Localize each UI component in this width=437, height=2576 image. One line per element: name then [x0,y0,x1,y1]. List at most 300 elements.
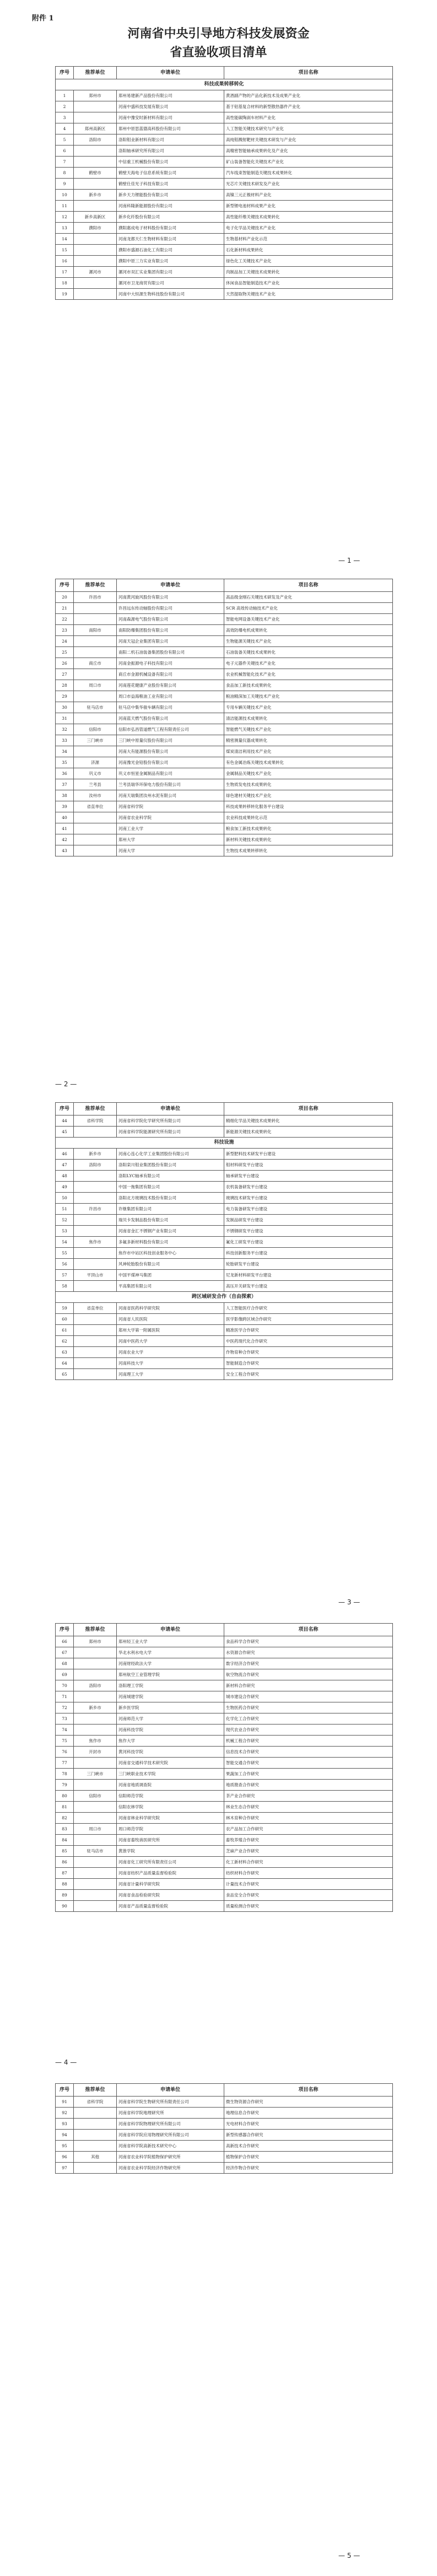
cell-no: 46 [56,1149,74,1160]
cell-project: 绿色建材关键技术产业化 [224,790,393,801]
table-row [56,592,393,603]
cell-no: 8 [56,168,74,179]
cell-applicant: 河南金振源电子科技有限公司 [117,658,224,669]
cell-no: 33 [56,735,74,746]
doc-title-line2: 省直验收项目清单 [170,45,267,60]
cell-applicant: 河南财经政法大学 [117,1658,224,1669]
cell-applicant: 焦作大学 [117,1736,224,1747]
table-row [56,713,393,724]
cell-no: 72 [56,1702,74,1713]
attachment-label: 附件 1 [32,14,54,23]
table-row [56,1204,393,1215]
cell-applicant: 信阳师范学院 [117,1791,224,1802]
cell-recommender: 周口市 [74,680,117,691]
cell-no: 82 [56,1813,74,1824]
cell-applicant: 周口师范学院 [117,1824,224,1835]
cell-recommender: 济源 [74,757,117,768]
cell-applicant: 河南省农业科学院经济作物研究所 [117,2163,224,2174]
cell-no: 52 [56,1215,74,1226]
cell-project: 食品安全合作研究 [224,1890,393,1901]
table-row [56,1758,393,1769]
header-applicant: 申请单位 [117,579,224,592]
cell-no: 39 [56,801,74,812]
cell-project: 钼材料研发平台建设 [224,1160,393,1171]
cell-no: 94 [56,2130,74,2141]
cell-project: 茶产业合作研究 [224,1791,393,1802]
table-row [56,223,393,234]
cell-applicant: 南阳防爆集团股份有限公司 [117,625,224,636]
cell-no: 68 [56,1658,74,1669]
cell-project: 矿山装备智能化关键技术产业化 [224,157,393,168]
cell-applicant: 郑州大学 [117,834,224,845]
cell-recommender: 周口市 [74,1824,117,1835]
table-row [56,1890,393,1901]
cell-project: 精准医学合作研究 [224,1325,393,1336]
table-row [56,123,393,134]
cell-recommender [74,1325,117,1336]
cell-no: 88 [56,1879,74,1890]
header-applicant: 申请单位 [117,2084,224,2097]
cell-project: 芝麻产业合作研究 [224,1846,393,1857]
cell-recommender [74,1857,117,1868]
cell-applicant: 河南城建学院 [117,1691,224,1702]
header-project: 项目名称 [224,579,393,592]
cell-no: 71 [56,1691,74,1702]
cell-no: 43 [56,845,74,856]
table-row [56,1868,393,1879]
cell-no: 53 [56,1226,74,1237]
cell-project: 肉制品加工关键技术成果转化 [224,267,393,278]
section-row [56,79,393,90]
cell-applicant: 郑州大学第一附属医院 [117,1325,224,1336]
cell-project: 质量检测合作研究 [224,1901,393,1912]
table-row [56,2130,393,2141]
cell-project: 人工智能关键技术研究与产业化 [224,123,393,134]
cell-no: 15 [56,245,74,256]
cell-recommender [74,1647,117,1658]
cell-recommender [74,2119,117,2130]
cell-project: 石化新材料成果转化 [224,245,393,256]
table-row [56,603,393,614]
table-row [56,2119,393,2130]
cell-project: 尼龙新材料研发平台建设 [224,1270,393,1281]
cell-no: 4 [56,123,74,134]
cell-project: 林木育种合作研究 [224,1813,393,1824]
table-row [56,1636,393,1647]
cell-no: 1 [56,90,74,101]
cell-project: 新型锂电池材料成果产业化 [224,201,393,212]
cell-recommender [74,256,117,267]
cell-applicant: 河南科技学院 [117,1724,224,1736]
table-row [56,1879,393,1890]
table-row [56,1215,393,1226]
cell-applicant: 河南师范大学 [117,1713,224,1724]
cell-recommender [74,1835,117,1846]
cell-applicant: 河南龙都天仁生物材料有限公司 [117,234,224,245]
cell-recommender [74,289,117,300]
cell-project: 高精密智能轴承成果转化及产业化 [224,145,393,157]
cell-recommender [74,278,117,289]
cell-project: 生物医药合作研究 [224,1702,393,1713]
cell-project: 黄酒副产物的产品化新技术及成果产业化 [224,90,393,101]
table-row [56,1835,393,1846]
table-row [56,680,393,691]
header-project: 项目名称 [224,1103,393,1115]
cell-applicant: 焦作市中站区科技创业服务中心 [117,1248,224,1259]
header-no: 序号 [56,67,74,79]
table-row [56,669,393,680]
cell-applicant: 洛阳北方玻璃技术股份有限公司 [117,1193,224,1204]
table-row [56,757,393,768]
cell-no: 63 [56,1347,74,1358]
cell-project: 经济作物合作研究 [224,2163,393,2174]
cell-no: 22 [56,614,74,625]
cell-project: 果蔬加工合作研究 [224,1769,393,1780]
cell-recommender [74,1336,117,1347]
table-row [56,1358,393,1369]
table-row [56,179,393,190]
cell-recommender [74,1813,117,1824]
cell-no: 54 [56,1237,74,1248]
cell-no: 66 [56,1636,74,1647]
cell-project: 微生物资源合作研究 [224,2097,393,2108]
cell-recommender: 许昌市 [74,1204,117,1215]
cell-applicant: 河南天瑞集团汝州水泥有限公司 [117,790,224,801]
cell-recommender [74,1868,117,1879]
cell-recommender [74,1758,117,1769]
cell-recommender [74,1248,117,1259]
cell-applicant: 河南中大恒源生物科技股份有限公司 [117,289,224,300]
cell-no: 26 [56,658,74,669]
table-row [56,256,393,267]
cell-applicant: 河南省地质调查院 [117,1780,224,1791]
cell-project: 高新技术合作研究 [224,2141,393,2152]
table-row [56,245,393,256]
cell-project: 轴承研发平台建设 [224,1171,393,1182]
table-row [56,1724,393,1736]
table-row [56,768,393,779]
header-recommender: 推荐单位 [74,1624,117,1636]
cell-recommender: 鹤壁市 [74,168,117,179]
cell-no: 20 [56,592,74,603]
cell-project: 专用车辆关键技术产业化 [224,702,393,713]
cell-applicant: 河南中盛科技发展有限公司 [117,101,224,112]
cell-applicant: 河南省畜牧兽医研究所 [117,1835,224,1846]
cell-recommender [74,1691,117,1702]
cell-recommender [74,1127,117,1138]
cell-project: 煤炭清洁利用技术产业化 [224,746,393,757]
cell-recommender [74,823,117,834]
doc-title-line1: 河南省中央引导地方科技发展资金 [127,26,310,41]
cell-no: 79 [56,1780,74,1791]
page-number: — 1 — [338,557,360,564]
header-project: 项目名称 [224,67,393,79]
cell-no: 44 [56,1115,74,1127]
cell-no: 84 [56,1835,74,1846]
cell-recommender: 郑州市 [74,1636,117,1647]
cell-no: 14 [56,234,74,245]
cell-recommender [74,1802,117,1813]
cell-recommender: 信阳市 [74,724,117,735]
header-recommender: 推荐单位 [74,579,117,592]
cell-no: 77 [56,1758,74,1769]
cell-applicant: 河南省金汇不锈钢产业有限公司 [117,1226,224,1237]
cell-applicant: 河南农业大学 [117,1347,224,1358]
cell-project: 天然提取物关键技术产业化 [224,289,393,300]
cell-no: 7 [56,157,74,168]
cell-no: 78 [56,1769,74,1780]
cell-applicant: 三门峡职业技术学院 [117,1769,224,1780]
cell-no: 9 [56,179,74,190]
cell-no: 16 [56,256,74,267]
cell-recommender: 省科学院 [74,1115,117,1127]
cell-applicant: 河南森源电气股份有限公司 [117,614,224,625]
table-row [56,2163,393,2174]
table-row [56,1347,393,1358]
cell-no: 93 [56,2119,74,2130]
cell-recommender: 汝州市 [74,790,117,801]
cell-no: 91 [56,2097,74,2108]
cell-applicant: 河南省医药科学研究院 [117,1303,224,1314]
cell-applicant: 河南科技大学 [117,1358,224,1369]
cell-no: 55 [56,1248,74,1259]
cell-no: 28 [56,680,74,691]
cell-applicant: 河南科隆新能源股份有限公司 [117,201,224,212]
cell-project: 信息技术合作研究 [224,1747,393,1758]
cell-recommender [74,614,117,625]
project-table-page3 [55,1102,393,1380]
cell-no: 41 [56,823,74,834]
cell-no: 48 [56,1171,74,1182]
cell-project: 新材料关键技术成果转化 [224,834,393,845]
cell-no: 35 [56,757,74,768]
cell-applicant: 河南蓝天燃气股份有限公司 [117,713,224,724]
cell-applicant: 郑州轻工业大学 [117,1636,224,1647]
table-row [56,201,393,212]
cell-recommender [74,1901,117,1912]
table-row [56,1182,393,1193]
cell-project: 电子元器件关键技术产业化 [224,658,393,669]
cell-applicant: 风神轮胎股份有限公司 [117,1259,224,1270]
cell-recommender [74,603,117,614]
cell-no: 18 [56,278,74,289]
cell-recommender [74,1314,117,1325]
cell-recommender: 濮阳市 [74,223,117,234]
cell-applicant: 新乡医学院 [117,1702,224,1713]
cell-applicant: 许昌远东传动轴股份有限公司 [117,603,224,614]
cell-no: 62 [56,1336,74,1347]
cell-applicant: 河南中豫安时新材料有限公司 [117,112,224,123]
cell-recommender: 焦作市 [74,1237,117,1248]
cell-recommender [74,201,117,212]
table-header-row [56,67,393,79]
cell-applicant: 河南理工大学 [117,1369,224,1380]
cell-no: 74 [56,1724,74,1736]
cell-project: 高压开关研发平台建设 [224,1281,393,1292]
table-row [56,1193,393,1204]
project-table-page5 [55,2083,393,2174]
cell-applicant: 华北水利水电大学 [117,1647,224,1658]
cell-recommender: 郑州市 [74,90,117,101]
table-row [56,812,393,823]
cell-project: 农业科技成果转化示范 [224,812,393,823]
cell-project: 精细化学品关键技术成果转化 [224,1115,393,1127]
cell-applicant: 河南省农业科学院 [117,812,224,823]
cell-project: 高镍三元正极材料产业化 [224,190,393,201]
cell-no: 56 [56,1259,74,1270]
header-applicant: 申请单位 [117,67,224,79]
header-applicant: 申请单位 [117,1624,224,1636]
cell-no: 96 [56,2152,74,2163]
cell-no: 32 [56,724,74,735]
cell-no: 45 [56,1127,74,1138]
cell-project: 科技成果转移转化服务平台建设 [224,801,393,812]
header-recommender: 推荐单位 [74,2084,117,2097]
cell-recommender [74,669,117,680]
table-header-row [56,2084,393,2097]
header-project: 项目名称 [224,1624,393,1636]
cell-no: 6 [56,145,74,157]
cell-recommender [74,746,117,757]
cell-no: 60 [56,1314,74,1325]
cell-project: 智能交通合作研究 [224,1758,393,1769]
cell-recommender: 巩义市 [74,768,117,779]
cell-project: 安全工程合作研究 [224,1369,393,1380]
cell-project: 光电材料合作研究 [224,2119,393,2130]
table-row [56,1303,393,1314]
table-row [56,1115,393,1127]
table-row [56,90,393,101]
cell-no: 36 [56,768,74,779]
cell-no: 49 [56,1182,74,1193]
cell-project: 基于铝基复合材料的新型散热器件产业化 [224,101,393,112]
cell-recommender: 省直单位 [74,801,117,812]
cell-recommender: 其他 [74,2152,117,2163]
cell-project: 高效防爆电机成果转化 [224,625,393,636]
page-number: — 4 — [55,2058,77,2066]
table-row [56,1813,393,1824]
cell-applicant: 洛阳轴承研究所有限公司 [117,145,224,157]
cell-no: 70 [56,1680,74,1691]
cell-project: 农业机械智能化技术产业化 [224,669,393,680]
table-row [56,1846,393,1857]
cell-no: 17 [56,267,74,278]
cell-project: 生物质发电技术成果转化 [224,779,393,790]
cell-no: 86 [56,1857,74,1868]
cell-project: 电子化学品关键技术产业化 [224,223,393,234]
header-applicant: 申请单位 [117,1103,224,1115]
table-row [56,1369,393,1380]
page-number: — 3 — [338,1598,360,1606]
cell-applicant: 河南省交通科学技术研究院 [117,1758,224,1769]
cell-recommender: 新乡市 [74,190,117,201]
cell-recommender: 许昌市 [74,592,117,603]
cell-project: 石油装备关键技术成果转化 [224,647,393,658]
cell-recommender [74,691,117,702]
cell-project: 中医药现代化合作研究 [224,1336,393,1347]
cell-applicant: 鹤壁仕佳光子科技有限公司 [117,179,224,190]
header-recommender: 推荐单位 [74,67,117,79]
project-table-page1 [55,66,393,300]
cell-project: 新型传感器合作研究 [224,2130,393,2141]
cell-no: 76 [56,1747,74,1758]
cell-applicant: 河南省化工研究所有限责任公司 [117,1857,224,1868]
section-title: 科技成果转移转化 [56,79,393,90]
cell-applicant: 信阳市弘昌管道燃气工程有限责任公司 [117,724,224,735]
cell-no: 30 [56,702,74,713]
cell-recommender: 平顶山市 [74,1270,117,1281]
cell-recommender [74,636,117,647]
cell-recommender [74,245,117,256]
project-table-page2 [55,579,393,856]
cell-project: 粮食加工新技术成果转化 [224,823,393,834]
cell-project: 智能制造合作研究 [224,1358,393,1369]
cell-applicant: 黄淮学院 [117,1846,224,1857]
cell-no: 73 [56,1713,74,1724]
cell-project: 机械工程合作研究 [224,1736,393,1747]
cell-recommender [74,1780,117,1791]
table-row [56,1769,393,1780]
cell-applicant: 鹤壁天海电子信息系统有限公司 [117,168,224,179]
cell-no: 3 [56,112,74,123]
cell-applicant: 河南省科学院生物研究所有限责任公司 [117,2097,224,2108]
cell-no: 92 [56,2108,74,2119]
cell-applicant: 河南省农业科学院植物保护研究所 [117,2152,224,2163]
cell-project: 金属制品关键技术产业化 [224,768,393,779]
cell-project: 化工新材料合作研究 [224,1857,393,1868]
cell-applicant: 洛阳钼业新材料有限公司 [117,134,224,145]
cell-project: 农机装备研发平台建设 [224,1182,393,1193]
cell-recommender: 三门峡市 [74,735,117,746]
header-no: 序号 [56,1624,74,1636]
cell-recommender: 信阳市 [74,1791,117,1802]
cell-applicant: 洛阳栾川钼业集团股份有限公司 [117,1160,224,1171]
cell-no: 64 [56,1358,74,1369]
table-row [56,2141,393,2152]
table-row [56,278,393,289]
cell-no: 24 [56,636,74,647]
table-row [56,1270,393,1281]
table-row [56,1149,393,1160]
cell-applicant: 河南省科学院应用物理研究所有限公司 [117,2130,224,2141]
cell-no: 83 [56,1824,74,1835]
cell-recommender [74,1669,117,1680]
cell-recommender [74,1879,117,1890]
table-row [56,2108,393,2119]
cell-no: 97 [56,2163,74,2174]
cell-no: 89 [56,1890,74,1901]
cell-applicant: 河南省林业科学研究院 [117,1813,224,1824]
cell-applicant: 河南工业大学 [117,823,224,834]
table-row [56,647,393,658]
cell-no: 81 [56,1802,74,1813]
cell-applicant: 新乡化纤股份有限公司 [117,212,224,223]
cell-applicant: 商丘市金源机械设备有限公司 [117,669,224,680]
cell-project: 汽车线束智能制造关键技术成果转化 [224,168,393,179]
cell-project: 畜牧养殖合作研究 [224,1835,393,1846]
cell-no: 42 [56,834,74,845]
table-row [56,157,393,168]
table-row [56,112,393,123]
cell-recommender: 漯河市 [74,267,117,278]
cell-recommender [74,1347,117,1358]
cell-no: 11 [56,201,74,212]
cell-project: 食品加工新技术成果转化 [224,680,393,691]
cell-applicant: 河南大学 [117,845,224,856]
cell-recommender: 郑州高新区 [74,123,117,134]
cell-applicant: 河南心连心化学工业集团股份有限公司 [117,1149,224,1160]
cell-no: 12 [56,212,74,223]
